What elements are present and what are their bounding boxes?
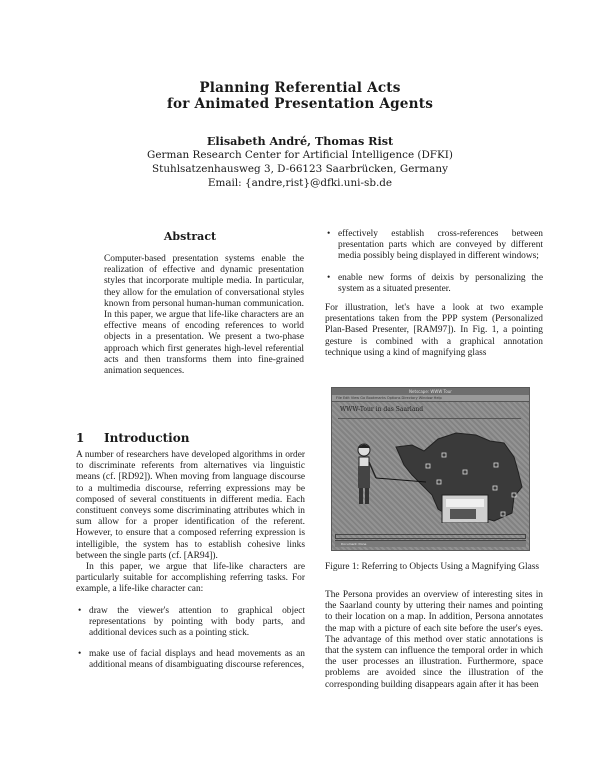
figure-statusbar: Document: Done (335, 540, 526, 547)
figure-scrollbar (335, 534, 526, 539)
intro-right-column-top (325, 229, 543, 359)
intro-paragraph-1: A number of researchers have developed algorithms in order to discriminate referents from alternatives via linguistic means (cf. [RD92]). When moving from language discourse to a multimedia discourse, referring expressions may be composed of several constituents in different media. Each constituent conveys some discriminating attributes which in sum allow for a proper identification of the referent. However, to ensure that a composed referring expression is intelligible, the system has to establish cohesive links between the single parts (cf. [AR94]). (76, 450, 305, 561)
intro-paragraph-2: In this paper, we argue that life-like characters are particularly suitable for accomplishing referring tasks. For example, a life-like character can: (76, 562, 305, 595)
list-item: • draw the viewer's attention to graphical object representations by pointing with body parts, and additional devices such as a pointing stick. (76, 606, 305, 640)
affiliation: German Research Center for Artificial Intelligence (DFKI) (147, 149, 453, 161)
list-item: • effectively establish cross-references between presentation parts which are conveyed by different media possibly being displayed in different windows; (325, 229, 543, 263)
bullet-list-right (325, 229, 543, 295)
abstract-heading: Abstract (163, 230, 217, 243)
bullet-list-left (76, 606, 305, 672)
authors: Elisabeth André, Thomas Rist (206, 134, 394, 148)
figure-menubar: File Edit View Go Bookmarks Options Directory Window Help (332, 395, 529, 402)
persona-character-icon (354, 442, 386, 508)
figure-divider (338, 418, 521, 419)
figure-caption: Figure 1: Referring to Objects Using a Magnifying Glass (325, 562, 540, 572)
intro-paragraph-4: The Persona provides an overview of interesting sites in the Saarland county by uttering their names and pointing to their location on a map. In addition, Persona annotates the map with a picture of each site before the user's eyes. The advantage of this method over static annotations is that the system can influence the temporal order in which the user processes an illustration. Furthermore, space problems are avoided since the illustration of the corresponding building disappears again after it has been (325, 590, 543, 690)
paper-title-line-2: for Animated Presentation Agents (166, 96, 434, 112)
figure-window-titlebar: Netscape: WWW Tour (332, 388, 529, 395)
list-item: • enable new forms of deixis by personalizing the system as a situated presenter. (325, 273, 543, 295)
figure-page-heading: WWW-Tour in das Saarland (340, 406, 424, 413)
section-number: 1 (76, 431, 85, 445)
pointing-stick-icon (376, 476, 426, 486)
section-title: Introduction (104, 431, 190, 445)
address: Stuhlsatzenhausweg 3, D-66123 Saarbrücken, Germany (152, 163, 448, 175)
abstract-body (104, 254, 304, 377)
figure-screenshot (331, 387, 530, 551)
email: Email: {andre,rist}@dfki.uni-sb.de (207, 177, 393, 189)
paper-title-line-1: Planning Referential Acts (199, 80, 401, 96)
abstract-text: Computer-based presentation systems enable the realization of effective and dynamic presentation styles that incorporate multiple media. In particular, they allow for the emulation of conversational styles known from personal human-human communication. In this paper, we argue that life-like characters are an effective means of encoding references to world objects in a presentation. We present a two-phase approach which first generates high-level referential acts and then transforms them into fine-grained animation sequences. (104, 254, 304, 377)
list-item: • make use of facial displays and head movements as an additional means of disambiguating discourse references, (76, 649, 305, 671)
intro-right-column-bottom (325, 590, 543, 691)
intro-left-column (76, 450, 305, 672)
section-heading-introduction (76, 431, 189, 445)
intro-paragraph-3: For illustration, let's have a look at two example presentations taken from the PPP system (Personalized Plan-Based Presenter, [RAM97]). In Fig. 1, a pointing gesture is combined with a graphical annotation technique using a kind of magnifying glass (325, 303, 543, 358)
